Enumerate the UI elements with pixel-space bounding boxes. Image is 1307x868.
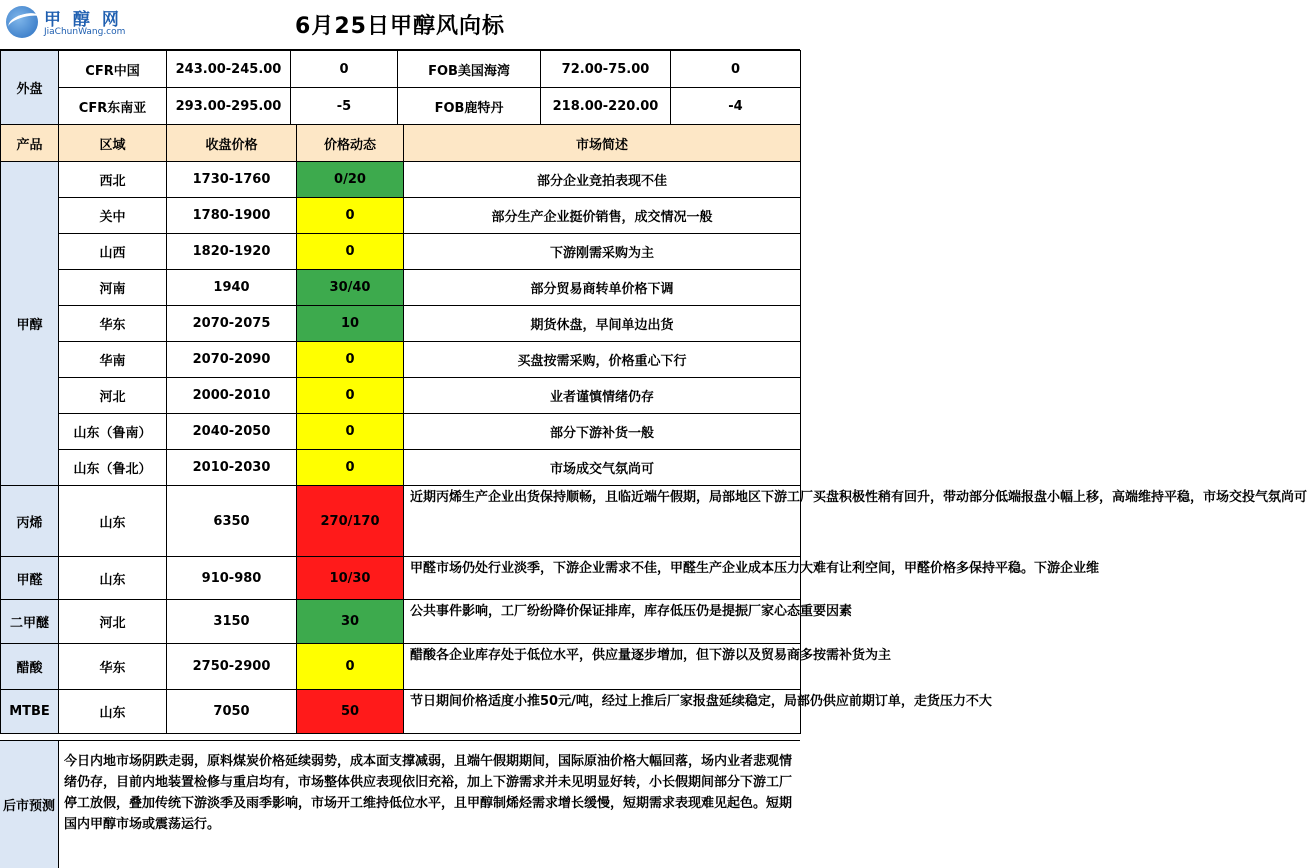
market-price: 218.00-220.00 [541, 88, 671, 125]
price-cell: 1780-1900 [167, 198, 297, 234]
product-name: 丙烯 [1, 486, 59, 557]
change-cell: 0 [297, 414, 404, 450]
table-row [1, 557, 801, 600]
product-name: 甲醛 [1, 557, 59, 600]
price-cell: 2070-2075 [167, 306, 297, 342]
region-cell: 山东（鲁北） [59, 450, 167, 486]
region-cell: 山东（鲁南） [59, 414, 167, 450]
price-cell: 2750-2900 [167, 644, 297, 690]
change-cell: 0 [297, 198, 404, 234]
change-cell: 0 [297, 378, 404, 414]
table-row [1, 450, 801, 486]
market-name: CFR东南亚 [59, 88, 167, 125]
product-table [0, 124, 1307, 734]
logo [6, 4, 126, 44]
region-cell: 山东 [59, 486, 167, 557]
table-row [1, 486, 801, 557]
price-cell: 1940 [167, 270, 297, 306]
overseas-row [1, 51, 801, 88]
market-change: 0 [291, 51, 398, 88]
product-name: 二甲醚 [1, 600, 59, 644]
col-header-summary: 市场简述 [404, 125, 801, 162]
region-cell: 西北 [59, 162, 167, 198]
market-price: 293.00-295.00 [167, 88, 291, 125]
price-cell: 910-980 [167, 557, 297, 600]
change-cell: 10 [297, 306, 404, 342]
region-cell: 山东 [59, 557, 167, 600]
change-cell: 0 [297, 234, 404, 270]
overseas-table [0, 50, 801, 125]
change-cell: 10/30 [297, 557, 404, 600]
price-cell: 3150 [167, 600, 297, 644]
product-rows [1, 162, 1307, 734]
forecast-section [0, 740, 800, 868]
table-row [1, 644, 801, 690]
change-cell: 50 [297, 690, 404, 734]
price-cell: 1730-1760 [167, 162, 297, 198]
region-cell: 华南 [59, 342, 167, 378]
region-cell: 山西 [59, 234, 167, 270]
title-bar [0, 0, 800, 50]
change-cell: 0 [297, 450, 404, 486]
change-cell: 270/170 [297, 486, 404, 557]
table-row [1, 234, 801, 270]
summary-cell: 业者谨慎情绪仍存 [404, 378, 801, 414]
summary-cell: 部分贸易商转单价格下调 [404, 270, 801, 306]
table-row [1, 414, 801, 450]
market-name: FOB美国海湾 [398, 51, 541, 88]
col-header-region: 区域 [59, 125, 167, 162]
region-cell: 华东 [59, 644, 167, 690]
region-cell: 山东 [59, 690, 167, 734]
summary-cell: 部分下游补货一般 [404, 414, 801, 450]
table-row [1, 600, 801, 644]
table-row [1, 690, 801, 734]
region-cell: 河南 [59, 270, 167, 306]
forecast-text: 今日内地市场阴跌走弱，原料煤炭价格延续弱势，成本面支撑减弱，且端午假期期间，国际原油价格大幅回落，场内业者悲观情绪仍存，目前内地装置检修与重启均有，市场整体供应表现依旧充裕，加上下游需求并未见明显好转，小长假期间部分下游工厂停工放假，叠加传统下游淡季及雨季影响，市场开工维持低位水平，且甲醇制烯烃需求增长缓慢，短期需求表现难见起色。短期国内甲醇市场或震荡运行。 [64, 754, 793, 832]
market-change: 0 [671, 51, 801, 88]
table-header-row [1, 125, 801, 162]
price-cell: 7050 [167, 690, 297, 734]
summary-cell: 期货休盘，早间单边出货 [404, 306, 801, 342]
summary-cell: 下游刚需采购为主 [404, 234, 801, 270]
region-cell: 河北 [59, 600, 167, 644]
page-title: 6月25日甲醇风向标 [295, 14, 505, 39]
price-cell: 2010-2030 [167, 450, 297, 486]
summary-cell: 买盘按需采购，价格重心下行 [404, 342, 801, 378]
logo-text: 甲 醇 网 [44, 10, 122, 30]
region-cell: 华东 [59, 306, 167, 342]
summary-cell: 节日期间价格适度小推50元/吨，经过上推后厂家报盘延续稳定，局部仍供应前期订单，走货压力不大 [404, 690, 801, 734]
overseas-label: 外盘 [1, 51, 59, 125]
market-name: CFR中国 [59, 51, 167, 88]
col-header-close: 收盘价格 [167, 125, 297, 162]
summary-cell: 部分生产企业挺价销售，成交情况一般 [404, 198, 801, 234]
table-row [1, 378, 801, 414]
market-price: 243.00-245.00 [167, 51, 291, 88]
region-cell: 关中 [59, 198, 167, 234]
region-cell: 河北 [59, 378, 167, 414]
table-row [1, 270, 801, 306]
price-cell: 1820-1920 [167, 234, 297, 270]
table-row [1, 342, 801, 378]
forecast-label: 后市预测 [0, 741, 59, 868]
market-change: -4 [671, 88, 801, 125]
table-row [1, 162, 801, 198]
summary-cell: 醋酸各企业库存处于低位水平，供应量逐步增加，但下游以及贸易商多按需补货为主 [404, 644, 801, 690]
market-name: FOB鹿特丹 [398, 88, 541, 125]
change-cell: 0 [297, 342, 404, 378]
market-price: 72.00-75.00 [541, 51, 671, 88]
change-cell: 0 [297, 644, 404, 690]
price-cell: 6350 [167, 486, 297, 557]
summary-cell: 近期丙烯生产企业出货保持顺畅，且临近端午假期，局部地区下游工厂买盘积极性稍有回升，带动部分低端报盘小幅上移，高端维持平稳，市场交投气氛尚可 [404, 486, 801, 557]
change-cell: 0/20 [297, 162, 404, 198]
summary-cell: 市场成交气氛尚可 [404, 450, 801, 486]
product-name: 醋酸 [1, 644, 59, 690]
product-name: MTBE [1, 690, 59, 734]
change-cell: 30/40 [297, 270, 404, 306]
price-cell: 2000-2010 [167, 378, 297, 414]
col-header-product: 产品 [1, 125, 59, 162]
change-cell: 30 [297, 600, 404, 644]
product-name: 甲醇 [1, 162, 59, 486]
summary-cell: 甲醛市场仍处行业淡季，下游企业需求不佳，甲醛生产企业成本压力大难有让利空间，甲醛价格多保持平稳。下游企业维 [404, 557, 801, 600]
col-header-change: 价格动态 [297, 125, 404, 162]
price-cell: 2040-2050 [167, 414, 297, 450]
price-cell: 2070-2090 [167, 342, 297, 378]
table-row [1, 198, 801, 234]
summary-cell: 部分企业竞拍表现不佳 [404, 162, 801, 198]
logo-url: JiaChunWang.com [44, 27, 126, 37]
summary-cell: 公共事件影响，工厂纷纷降价保证排库，库存低压仍是提振厂家心态重要因素 [404, 600, 801, 644]
overseas-row [1, 88, 801, 125]
market-change: -5 [291, 88, 398, 125]
table-row [1, 306, 801, 342]
